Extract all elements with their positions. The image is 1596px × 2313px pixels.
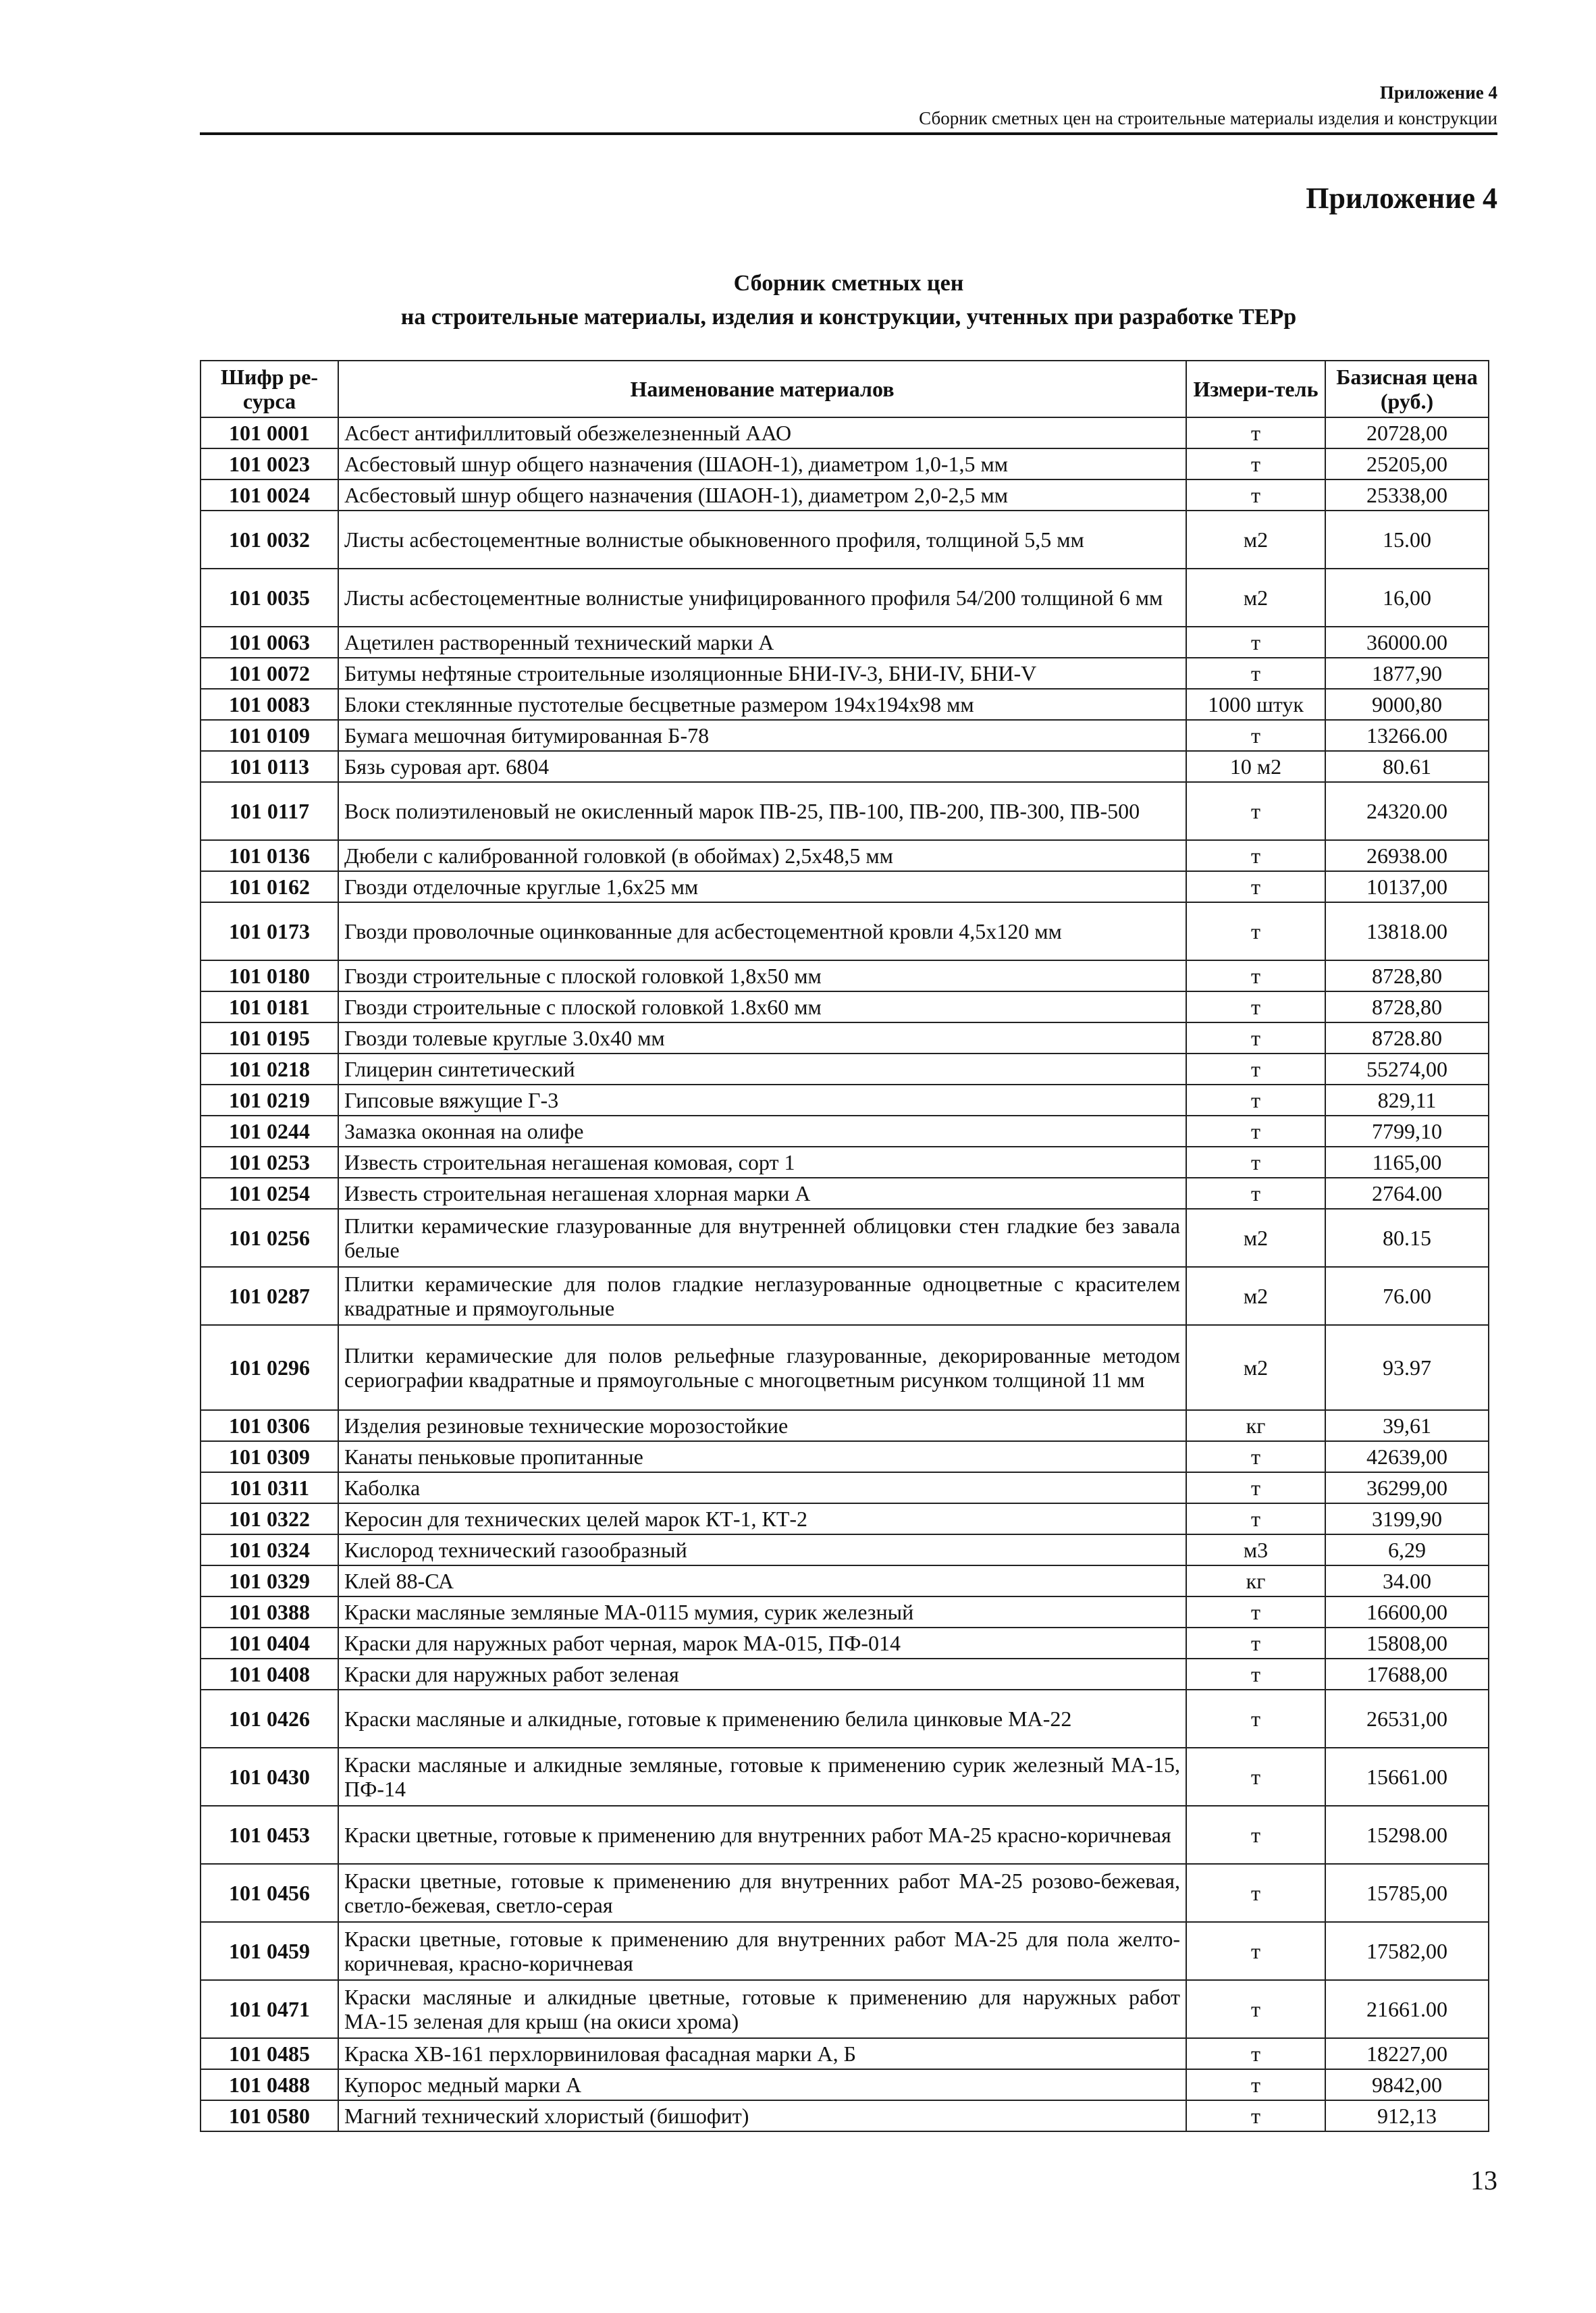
material-name-cell: Купорос медный марки А	[338, 2069, 1186, 2100]
unit-cell: м2	[1186, 569, 1325, 627]
base-price-cell: 15808,00	[1325, 1628, 1489, 1659]
column-header-code: Шифр ре-сурса	[201, 361, 338, 417]
material-name-cell: Плитки керамические для полов рельефные глазурованные, декорированные методом сериографии квадратные и прямоугольные с многоцветным рисунком толщиной 11 мм	[338, 1325, 1186, 1410]
base-price-cell: 17688,00	[1325, 1659, 1489, 1690]
material-name-cell: Каболка	[338, 1472, 1186, 1503]
resource-code-cell: 101 0024	[201, 479, 338, 511]
resource-code-cell: 101 0426	[201, 1690, 338, 1748]
table-row	[201, 1596, 1489, 1628]
resource-code-cell: 101 0408	[201, 1659, 338, 1690]
base-price-cell: 42639,00	[1325, 1441, 1489, 1472]
unit-cell: т	[1186, 1085, 1325, 1116]
resource-code-cell: 101 0388	[201, 1596, 338, 1628]
material-name-cell: Листы асбестоцементные волнистые унифицированного профиля 54/200 толщиной 6 мм	[338, 569, 1186, 627]
table-row	[201, 1806, 1489, 1864]
resource-code-cell: 101 0404	[201, 1628, 338, 1659]
resource-code-cell: 101 0471	[201, 1980, 338, 2038]
table-row	[201, 1085, 1489, 1116]
material-name-cell: Блоки стеклянные пустотелые бесцветные размером 194х194х98 мм	[338, 689, 1186, 720]
base-price-cell: 3199,90	[1325, 1503, 1489, 1534]
unit-cell: т	[1186, 1628, 1325, 1659]
base-price-cell: 1165,00	[1325, 1147, 1489, 1178]
table-row	[201, 1209, 1489, 1267]
table-row	[201, 1178, 1489, 1209]
appendix-title: Приложение 4	[1306, 182, 1497, 215]
table-row	[201, 1922, 1489, 1980]
base-price-cell: 39,61	[1325, 1410, 1489, 1441]
base-price-cell: 25205,00	[1325, 448, 1489, 479]
resource-code-cell: 101 0306	[201, 1410, 338, 1441]
base-price-cell: 17582,00	[1325, 1922, 1489, 1980]
resource-code-cell: 101 0173	[201, 902, 338, 960]
unit-cell: т	[1186, 1980, 1325, 2038]
unit-cell: т	[1186, 960, 1325, 991]
resource-code-cell: 101 0430	[201, 1748, 338, 1806]
unit-cell: т	[1186, 782, 1325, 840]
material-name-cell: Кислород технический газообразный	[338, 1534, 1186, 1565]
material-name-cell: Краски цветные, готовые к применению для внутренних работ МА-25 для пола желто-коричневая, красно-коричневая	[338, 1922, 1186, 1980]
base-price-cell: 26938.00	[1325, 840, 1489, 871]
table-row	[201, 2100, 1489, 2131]
unit-cell: т	[1186, 1022, 1325, 1054]
table-row	[201, 960, 1489, 991]
unit-cell: 10 м2	[1186, 751, 1325, 782]
resource-code-cell: 101 0309	[201, 1441, 338, 1472]
table-header-row	[201, 361, 1489, 417]
base-price-cell: 20728,00	[1325, 417, 1489, 448]
table-row	[201, 1325, 1489, 1410]
unit-cell: т	[1186, 2100, 1325, 2131]
material-name-cell: Керосин для технических целей марок КТ-1, КТ-2	[338, 1503, 1186, 1534]
material-name-cell: Краски масляные и алкидные земляные, готовые к применению сурик железный МА-15, ПФ-14	[338, 1748, 1186, 1806]
material-name-cell: Известь строительная негашеная комовая, сорт 1	[338, 1147, 1186, 1178]
base-price-cell: 10137,00	[1325, 871, 1489, 902]
resource-code-cell: 101 0035	[201, 569, 338, 627]
unit-cell: т	[1186, 1441, 1325, 1472]
base-price-cell: 55274,00	[1325, 1054, 1489, 1085]
table-row	[201, 720, 1489, 751]
material-name-cell: Известь строительная негашеная хлорная марки А	[338, 1178, 1186, 1209]
table-row	[201, 1116, 1489, 1147]
unit-cell: т	[1186, 840, 1325, 871]
resource-code-cell: 101 0113	[201, 751, 338, 782]
unit-cell: т	[1186, 1503, 1325, 1534]
base-price-cell: 15785,00	[1325, 1864, 1489, 1922]
document-title	[200, 267, 1497, 334]
table-row	[201, 991, 1489, 1022]
base-price-cell: 36299,00	[1325, 1472, 1489, 1503]
material-name-cell: Краски масляные земляные МА-0115 мумия, сурик железный	[338, 1596, 1186, 1628]
base-price-cell: 6,29	[1325, 1534, 1489, 1565]
resource-code-cell: 101 0072	[201, 658, 338, 689]
page-number: 13	[1470, 2165, 1497, 2195]
resource-code-cell: 101 0117	[201, 782, 338, 840]
material-name-cell: Гвозди строительные с плоской головкой 1.8х60 мм	[338, 991, 1186, 1022]
table-row	[201, 479, 1489, 511]
unit-cell: т	[1186, 2038, 1325, 2069]
resource-code-cell: 101 0459	[201, 1922, 338, 1980]
base-price-cell: 9000,80	[1325, 689, 1489, 720]
material-name-cell: Глицерин синтетический	[338, 1054, 1186, 1085]
table-row	[201, 1659, 1489, 1690]
resource-code-cell: 101 0063	[201, 627, 338, 658]
unit-cell: м2	[1186, 1209, 1325, 1267]
table-row	[201, 569, 1489, 627]
resource-code-cell: 101 0219	[201, 1085, 338, 1116]
resource-code-cell: 101 0162	[201, 871, 338, 902]
resource-code-cell: 101 0136	[201, 840, 338, 871]
unit-cell: м2	[1186, 511, 1325, 569]
material-name-cell: Бумага мешочная битумированная Б-78	[338, 720, 1186, 751]
price-table	[200, 360, 1489, 2132]
unit-cell: т	[1186, 720, 1325, 751]
running-head-title: Приложение 4	[1379, 82, 1497, 103]
unit-cell: т	[1186, 871, 1325, 902]
table-row	[201, 1690, 1489, 1748]
material-name-cell: Краски цветные, готовые к применению для внутренних работ МА-25 красно-коричневая	[338, 1806, 1186, 1864]
resource-code-cell: 101 0453	[201, 1806, 338, 1864]
material-name-cell: Бязь суровая арт. 6804	[338, 751, 1186, 782]
base-price-cell: 76.00	[1325, 1267, 1489, 1325]
base-price-cell: 2764.00	[1325, 1178, 1489, 1209]
base-price-cell: 8728,80	[1325, 960, 1489, 991]
unit-cell: т	[1186, 448, 1325, 479]
material-name-cell: Изделия резиновые технические морозостойкие	[338, 1410, 1186, 1441]
material-name-cell: Битумы нефтяные строительные изоляционные БНИ-IV-3, БНИ-IV, БНИ-V	[338, 658, 1186, 689]
unit-cell: т	[1186, 627, 1325, 658]
resource-code-cell: 101 0195	[201, 1022, 338, 1054]
unit-cell: м3	[1186, 1534, 1325, 1565]
resource-code-cell: 101 0180	[201, 960, 338, 991]
resource-code-cell: 101 0218	[201, 1054, 338, 1085]
resource-code-cell: 101 0296	[201, 1325, 338, 1410]
table-row	[201, 751, 1489, 782]
material-name-cell: Краски масляные и алкидные цветные, готовые к применению для наружных работ МА-15 зеленая для крыш (на окиси хрома)	[338, 1980, 1186, 2038]
unit-cell: 1000 штук	[1186, 689, 1325, 720]
running-head-subtitle: Сборник сметных цен на строительные материалы изделия и конструкции	[919, 108, 1497, 128]
table-row	[201, 1472, 1489, 1503]
unit-cell: т	[1186, 1596, 1325, 1628]
unit-cell: т	[1186, 1690, 1325, 1748]
header-rule	[200, 132, 1497, 135]
unit-cell: т	[1186, 2069, 1325, 2100]
table-row	[201, 1980, 1489, 2038]
unit-cell: т	[1186, 1864, 1325, 1922]
material-name-cell: Клей 88-СА	[338, 1565, 1186, 1596]
table-row	[201, 1565, 1489, 1596]
base-price-cell: 8728.80	[1325, 1022, 1489, 1054]
table-row	[201, 902, 1489, 960]
table-row	[201, 1147, 1489, 1178]
base-price-cell: 26531,00	[1325, 1690, 1489, 1748]
unit-cell: т	[1186, 1748, 1325, 1806]
base-price-cell: 18227,00	[1325, 2038, 1489, 2069]
table-row	[201, 1748, 1489, 1806]
table-row	[201, 782, 1489, 840]
material-name-cell: Магний технический хлористый (бишофит)	[338, 2100, 1186, 2131]
base-price-cell: 21661.00	[1325, 1980, 1489, 2038]
material-name-cell: Листы асбестоцементные волнистые обыкновенного профиля, толщиной 5,5 мм	[338, 511, 1186, 569]
resource-code-cell: 101 0580	[201, 2100, 338, 2131]
base-price-cell: 8728,80	[1325, 991, 1489, 1022]
table-row	[201, 1628, 1489, 1659]
table-row	[201, 417, 1489, 448]
unit-cell: т	[1186, 1178, 1325, 1209]
material-name-cell: Гвозди толевые круглые 3.0х40 мм	[338, 1022, 1186, 1054]
material-name-cell: Дюбели с калиброванной головкой (в обоймах) 2,5х48,5 мм	[338, 840, 1186, 871]
unit-cell: т	[1186, 1806, 1325, 1864]
material-name-cell: Краски масляные и алкидные, готовые к применению белила цинковые МА-22	[338, 1690, 1186, 1748]
base-price-cell: 15.00	[1325, 511, 1489, 569]
resource-code-cell: 101 0253	[201, 1147, 338, 1178]
table-row	[201, 1441, 1489, 1472]
unit-cell: кг	[1186, 1410, 1325, 1441]
resource-code-cell: 101 0109	[201, 720, 338, 751]
table-row	[201, 1534, 1489, 1565]
unit-cell: т	[1186, 479, 1325, 511]
resource-code-cell: 101 0023	[201, 448, 338, 479]
unit-cell: т	[1186, 1922, 1325, 1980]
unit-cell: т	[1186, 902, 1325, 960]
resource-code-cell: 101 0485	[201, 2038, 338, 2069]
resource-code-cell: 101 0254	[201, 1178, 338, 1209]
material-name-cell: Воск полиэтиленовый не окисленный марок ПВ-25, ПВ-100, ПВ-200, ПВ-300, ПВ-500	[338, 782, 1186, 840]
resource-code-cell: 101 0311	[201, 1472, 338, 1503]
resource-code-cell: 101 0001	[201, 417, 338, 448]
material-name-cell: Краски цветные, готовые к применению для внутренних работ МА-25 розово-бежевая, светло-бежевая, светло-серая	[338, 1864, 1186, 1922]
base-price-cell: 13818.00	[1325, 902, 1489, 960]
resource-code-cell: 101 0329	[201, 1565, 338, 1596]
table-row	[201, 2069, 1489, 2100]
base-price-cell: 15298.00	[1325, 1806, 1489, 1864]
material-name-cell: Гипсовые вяжущие Г-3	[338, 1085, 1186, 1116]
column-header-unit: Измери-тель	[1186, 361, 1325, 417]
material-name-cell: Гвозди проволочные оцинкованные для асбестоцементной кровли 4,5х120 мм	[338, 902, 1186, 960]
material-name-cell: Канаты пеньковые пропитанные	[338, 1441, 1186, 1472]
base-price-cell: 1877,90	[1325, 658, 1489, 689]
material-name-cell: Асбестовый шнур общего назначения (ШАОН-1), диаметром 2,0-2,5 мм	[338, 479, 1186, 511]
material-name-cell: Гвозди отделочные круглые 1,6х25 мм	[338, 871, 1186, 902]
base-price-cell: 93.97	[1325, 1325, 1489, 1410]
material-name-cell: Краски для наружных работ зеленая	[338, 1659, 1186, 1690]
unit-cell: кг	[1186, 1565, 1325, 1596]
table-row	[201, 658, 1489, 689]
material-name-cell: Ацетилен растворенный технический марки А	[338, 627, 1186, 658]
base-price-cell: 16600,00	[1325, 1596, 1489, 1628]
resource-code-cell: 101 0083	[201, 689, 338, 720]
resource-code-cell: 101 0244	[201, 1116, 338, 1147]
resource-code-cell: 101 0324	[201, 1534, 338, 1565]
unit-cell: м2	[1186, 1325, 1325, 1410]
table-row	[201, 627, 1489, 658]
column-header-price: Базисная цена (руб.)	[1325, 361, 1489, 417]
unit-cell: т	[1186, 1472, 1325, 1503]
table-row	[201, 1864, 1489, 1922]
unit-cell: т	[1186, 1147, 1325, 1178]
material-name-cell: Асбестовый шнур общего назначения (ШАОН-1), диаметром 1,0-1,5 мм	[338, 448, 1186, 479]
resource-code-cell: 101 0322	[201, 1503, 338, 1534]
base-price-cell: 24320.00	[1325, 782, 1489, 840]
unit-cell: т	[1186, 658, 1325, 689]
material-name-cell: Плитки керамические глазурованные для внутренней облицовки стен гладкие без завала белые	[338, 1209, 1186, 1267]
base-price-cell: 16,00	[1325, 569, 1489, 627]
base-price-cell: 7799,10	[1325, 1116, 1489, 1147]
table-row	[201, 448, 1489, 479]
resource-code-cell: 101 0456	[201, 1864, 338, 1922]
material-name-cell: Краски для наружных работ черная, марок МА-015, ПФ-014	[338, 1628, 1186, 1659]
base-price-cell: 912,13	[1325, 2100, 1489, 2131]
base-price-cell: 36000.00	[1325, 627, 1489, 658]
material-name-cell: Замазка оконная на олифе	[338, 1116, 1186, 1147]
table-row	[201, 1503, 1489, 1534]
material-name-cell: Асбест антифиллитовый обезжелезненный ААО	[338, 417, 1186, 448]
base-price-cell: 80.15	[1325, 1209, 1489, 1267]
unit-cell: т	[1186, 1116, 1325, 1147]
table-row	[201, 1410, 1489, 1441]
resource-code-cell: 101 0256	[201, 1209, 338, 1267]
resource-code-cell: 101 0032	[201, 511, 338, 569]
base-price-cell: 34.00	[1325, 1565, 1489, 1596]
table-row	[201, 1054, 1489, 1085]
material-name-cell: Краска ХВ-161 перхлорвиниловая фасадная марки А, Б	[338, 2038, 1186, 2069]
table-row	[201, 871, 1489, 902]
table-row	[201, 1267, 1489, 1325]
table-row	[201, 840, 1489, 871]
resource-code-cell: 101 0181	[201, 991, 338, 1022]
resource-code-cell: 101 0287	[201, 1267, 338, 1325]
unit-cell: м2	[1186, 1267, 1325, 1325]
table-row	[201, 1022, 1489, 1054]
unit-cell: т	[1186, 1659, 1325, 1690]
table-row	[201, 689, 1489, 720]
base-price-cell: 15661.00	[1325, 1748, 1489, 1806]
material-name-cell: Плитки керамические для полов гладкие неглазурованные одноцветные с красителем квадратные и прямоугольные	[338, 1267, 1186, 1325]
material-name-cell: Гвозди строительные с плоской головкой 1,8х50 мм	[338, 960, 1186, 991]
document-title-line-2: на строительные материалы, изделия и конструкции, учтенных при разработке ТЕРр	[400, 305, 1297, 330]
table-body	[201, 417, 1489, 2131]
table-row	[201, 511, 1489, 569]
base-price-cell: 9842,00	[1325, 2069, 1489, 2100]
base-price-cell: 25338,00	[1325, 479, 1489, 511]
resource-code-cell: 101 0488	[201, 2069, 338, 2100]
running-head	[919, 80, 1497, 131]
table-row	[201, 2038, 1489, 2069]
document-title-line-1: Сборник сметных цен	[733, 271, 964, 296]
unit-cell: т	[1186, 991, 1325, 1022]
column-header-name: Наименование материалов	[338, 361, 1186, 417]
unit-cell: т	[1186, 1054, 1325, 1085]
base-price-cell: 13266.00	[1325, 720, 1489, 751]
base-price-cell: 829,11	[1325, 1085, 1489, 1116]
unit-cell: т	[1186, 417, 1325, 448]
base-price-cell: 80.61	[1325, 751, 1489, 782]
